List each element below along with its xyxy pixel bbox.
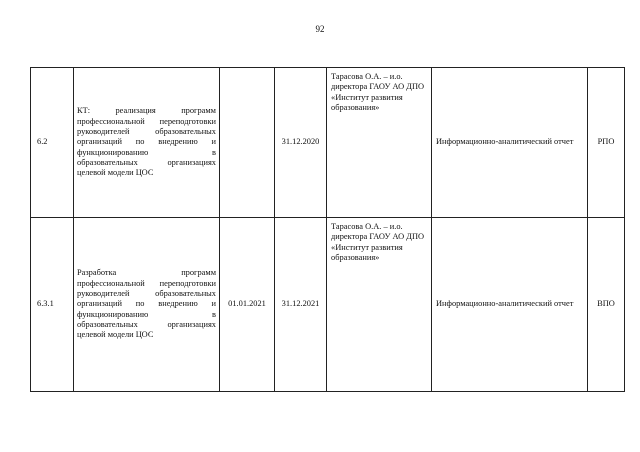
responsible-person: Тарасова О.А. – и.о. директора ГАОУ АО ДПО «Институт развития образования» <box>327 68 432 218</box>
start-date: 01.01.2021 <box>220 218 275 392</box>
row-number: 6.3.1 <box>31 218 74 392</box>
end-date: 31.12.2020 <box>275 68 327 218</box>
end-date: 31.12.2021 <box>275 218 327 392</box>
result-document: Информационно-аналитический отчет <box>432 68 588 218</box>
table-row <box>31 68 625 218</box>
table-row <box>31 218 625 392</box>
result-type: РПО <box>588 68 625 218</box>
plan-table <box>30 67 625 392</box>
start-date <box>220 68 275 218</box>
row-number: 6.2 <box>31 68 74 218</box>
responsible-person: Тарасова О.А. – и.о. директора ГАОУ АО ДПО «Институт развития образования» <box>327 218 432 392</box>
result-type: ВПО <box>588 218 625 392</box>
page-number: 92 <box>315 24 325 34</box>
result-document: Информационно-аналитический отчет <box>432 218 588 392</box>
activity-name: Разработка программ профессиональной переподготовки руководителей образовательных организаций по внедрению и функционированию в образовательных организациях целевой модели ЦОС <box>74 218 220 392</box>
activity-name: КТ: реализация программ профессиональной переподготовки руководителей образовательных организаций по внедрению и функционированию в образовательных организациях целевой модели ЦОС <box>74 68 220 218</box>
